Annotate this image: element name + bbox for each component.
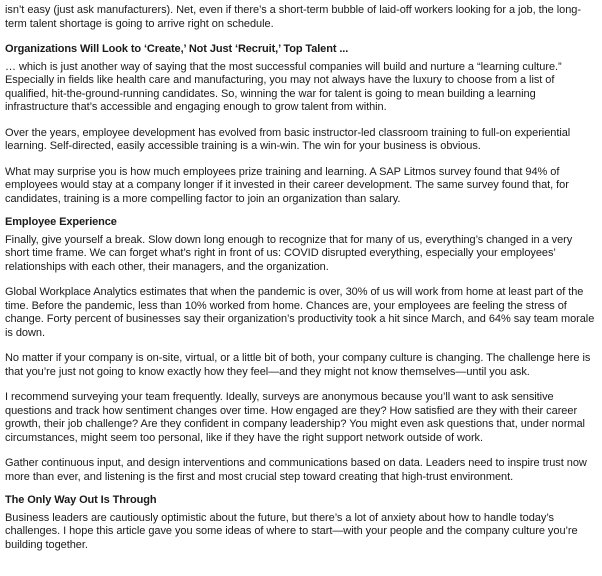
paragraph-closing: Business leaders are cautiously optimistic about the future, but there’s a lot of anxiety about how to handle today’s challenges. I hope this article gave you some ideas of where to start—with your people and the company culture you’re building together. [5, 511, 578, 551]
paragraph-learning-culture: … which is just another way of saying that the most successful companies will build and nurture a “learning culture.” Especially in fields like health care and manufacturing, you may not always have the luxury to choose from a list of qualified, hit-the-ground-running candidates. So, winning the war for talent is going to mean building a learning infrastructure that’s accessible and engaging enough to grow talent from within. [5, 60, 562, 113]
paragraph-continuous-input: Gather continuous input, and design interventions and communications based on data. Leaders need to inspire trust now more than ever, and listening is the first and most crucial step toward creating that high-trust environment. [5, 457, 587, 483]
paragraph-culture-changing: No matter if your company is on-site, virtual, or a little bit of both, your company culture is changing. The challenge here is that you’re just not going to know exactly how they feel—and they might not know themselves—until you ask. [5, 352, 591, 378]
section-heading-only-way-out: The Only Way Out Is Through [5, 494, 157, 506]
intro-paragraph: isn’t easy (just ask manufacturers). Net, even if there’s a short-term bubble of laid-off workers looking for a job, the long-term talent shortage is going to arrive right on schedule. [5, 4, 581, 30]
paragraph-give-yourself-a-break: Finally, give yourself a break. Slow down long enough to recognize that for many of us, everything’s changed in a very short time frame. We can forget what’s right in front of us: COVID disrupted everything, especially your employees’ relationships with each other, their managers, and the organization. [5, 233, 573, 273]
paragraph-employee-development: Over the years, employee development has evolved from basic instructor-led classroom training to full-on experiential learning. Self-directed, easily accessible training is a win-win. The win for your business is obvious. [5, 126, 571, 152]
section-heading-create-talent: Organizations Will Look to ‘Create,’ Not Just ‘Recruit,’ Top Talent ... [5, 43, 349, 55]
paragraph-surveying-team: I recommend surveying your team frequently. Ideally, surveys are anonymous because you’ll want to ask sensitive questions and track how sentiment changes over time. How engaged are they? How satisfied are they with their career growth, their job challenge? Are they confident in company leadership? You might even ask questions that, under normal circumstances, might seem too personal, like if they have the right support network outside of work. [5, 391, 585, 444]
paragraph-training-survey: What may surprise you is how much employees prize training and learning. A SAP Litmos survey found that 94% of employees would stay at a company longer if it invested in their career development. The same survey found that, for candidates, training is a more compelling factor to join an organization than salary. [5, 165, 569, 205]
paragraph-work-from-home-stats: Global Workplace Analytics estimates that when the pandemic is over, 30% of us will work from home at least part of the time. Before the pandemic, less than 10% worked from home. Chances are, your employees are feeling the stress of change. Forty percent of businesses say their organization’s productivity took a hit since March, and 64% say team morale is down. [5, 286, 595, 339]
section-heading-employee-experience: Employee Experience [5, 216, 117, 228]
